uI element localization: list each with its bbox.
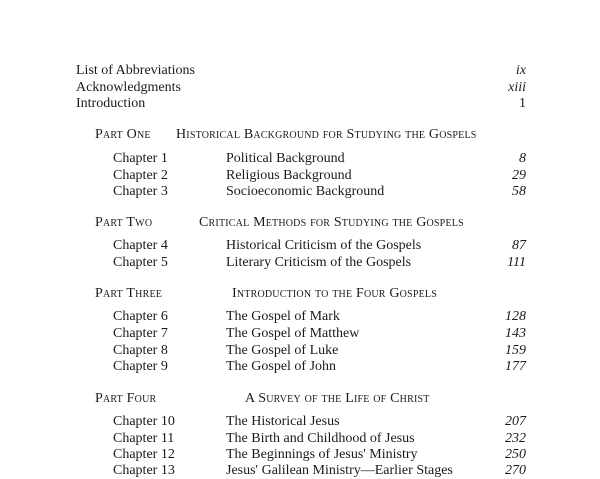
chapter-label: Chapter 9 — [113, 359, 168, 374]
chapter-title: Religious Background — [226, 168, 352, 183]
chapter-page: 159 — [505, 343, 526, 358]
front-matter-label: Introduction — [76, 96, 146, 111]
chapter-title: Jesus' Galilean Ministry—Earlier Stages — [226, 463, 453, 478]
part-label: Part Two — [95, 215, 153, 230]
part-label: Part Four — [95, 391, 157, 406]
chapter-page: 128 — [505, 309, 526, 324]
chapter-label: Chapter 11 — [113, 431, 175, 446]
chapter-title: Literary Criticism of the Gospels — [226, 255, 412, 270]
chapter-title: Political Background — [226, 151, 345, 166]
part-label: Part One — [95, 127, 151, 142]
chapter-title: The Gospel of John — [226, 359, 337, 374]
front-matter-label: Acknowledgments — [76, 80, 181, 95]
chapter-title: The Beginnings of Jesus' Ministry — [226, 447, 418, 462]
chapter-label: Chapter 6 — [113, 309, 168, 324]
chapter-page: 8 — [519, 151, 526, 166]
chapter-title: Socioeconomic Background — [226, 184, 385, 199]
chapter-title: Historical Criticism of the Gospels — [226, 238, 422, 253]
chapter-label: Chapter 3 — [113, 184, 168, 199]
front-matter-page: 1 — [519, 96, 526, 111]
chapter-page: 232 — [505, 431, 526, 446]
chapter-label: Chapter 8 — [113, 343, 168, 358]
chapter-page: 29 — [512, 168, 526, 183]
chapter-page: 250 — [505, 447, 526, 462]
chapter-label: Chapter 7 — [113, 326, 168, 341]
chapter-title: The Gospel of Mark — [226, 309, 340, 324]
chapter-title: The Gospel of Matthew — [226, 326, 360, 341]
part-title: A Survey of the Life of Christ — [245, 391, 430, 406]
chapter-title: The Birth and Childhood of Jesus — [226, 431, 415, 446]
chapter-label: Chapter 2 — [113, 168, 168, 183]
chapter-page: 111 — [507, 255, 526, 270]
front-matter-page: ix — [515, 63, 526, 78]
chapter-label: Chapter 4 — [113, 238, 168, 253]
part-title: Introduction to the Four Gospels — [232, 286, 437, 301]
front-matter-label: List of Abbreviations — [76, 63, 195, 78]
chapter-label: Chapter 12 — [113, 447, 175, 462]
chapter-page: 177 — [505, 359, 526, 374]
chapter-page: 143 — [505, 326, 526, 341]
chapter-label: Chapter 5 — [113, 255, 168, 270]
part-title: Historical Background for Studying the Gospels — [176, 127, 477, 142]
chapter-label: Chapter 13 — [113, 463, 175, 478]
chapter-title: The Gospel of Luke — [226, 343, 339, 358]
chapter-label: Chapter 1 — [113, 151, 168, 166]
chapter-title: The Historical Jesus — [226, 414, 340, 429]
front-matter-page: xiii — [508, 80, 526, 95]
chapter-page: 58 — [512, 184, 526, 199]
chapter-label: Chapter 10 — [113, 414, 175, 429]
chapter-page: 207 — [505, 414, 526, 429]
part-title: Critical Methods for Studying the Gospels — [199, 215, 464, 230]
chapter-page: 270 — [505, 463, 526, 478]
part-label: Part Three — [95, 286, 163, 301]
chapter-page: 87 — [512, 238, 526, 253]
